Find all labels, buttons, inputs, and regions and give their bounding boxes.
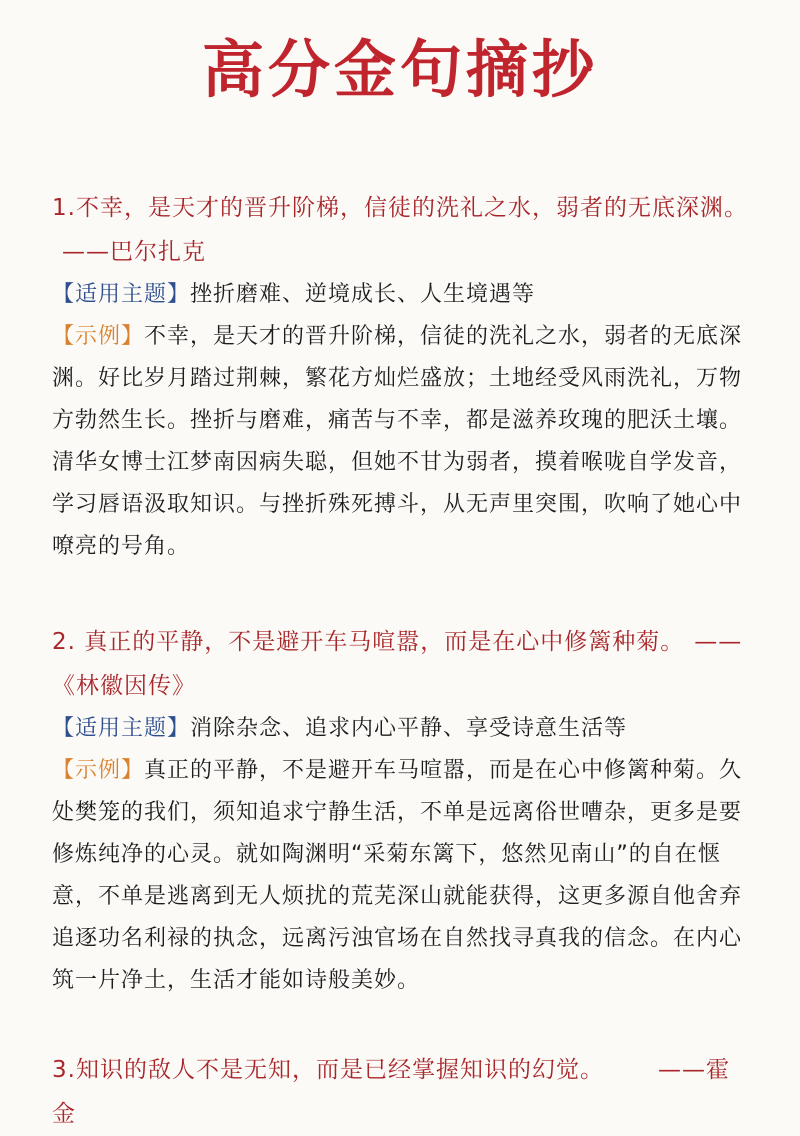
quote-source: ——《林徽因传》 <box>52 629 743 699</box>
example-text: 真正的平静，不是避开车马喧嚣，而是在心中修篱种菊。久处樊笼的我们，须知追求宁静生活，不单是远离俗世嘈杂，更多是要修炼纯净的心灵。就如陶渊明“采菊东篱下，悠然见南山”的自在惬意，不单是逃离到无人烦扰的荒芜深山就能获得，这更多源自他舍弃追逐功名利禄的执念，远离污浊官场在自然找寻真我的信念。在内心筑一片净土，生活才能如诗般美妙。 <box>52 758 743 993</box>
example-paragraph-1 <box>52 316 748 568</box>
quote-sentence: 3.知识的敌人不是无知，而是已经掌握知识的幻觉。 <box>52 1057 604 1083</box>
theme-text: 消除杂念、追求内心平静、享受诗意生活等 <box>190 716 628 741</box>
quote-text-2 <box>52 620 748 708</box>
example-text: 不幸，是天才的晋升阶梯，信徒的洗礼之水，弱者的无底深渊。好比岁月踏过荆棘，繁花方灿烂盛放；土地经受风雨洗礼，万物方勃然生长。挫折与磨难，痛苦与不幸，都是滋养玫瑰的肥沃土壤。清华女博士江梦南因病失聪，但她不甘为弱者，摸着喉咙自学发音，学习唇语汲取知识。与挫折殊死搏斗，从无声里突围，吹响了她心中嘹亮的号角。 <box>52 324 743 559</box>
quote-sentence: 2. 真正的平静，不是避开车马喧嚣，而是在心中修篱种菊。 <box>52 629 685 655</box>
theme-label: 适用主题 <box>75 282 168 307</box>
example-tag: 【示例】 <box>52 758 145 783</box>
quote-entry-1 <box>52 186 748 568</box>
quote-sentence: 1.不幸，是天才的晋升阶梯，信徒的洗礼之水，弱者的无底深渊。 <box>52 195 748 221</box>
example-label: 示例 <box>75 324 122 349</box>
quote-text-1 <box>52 186 748 274</box>
theme-tag: 【适用主题】 <box>52 282 191 307</box>
theme-tag: 【适用主题】 <box>52 716 191 741</box>
theme-text: 挫折磨难、逆境成长、人生境遇等 <box>190 282 536 307</box>
quote-text-3 <box>52 1048 748 1136</box>
example-paragraph-2 <box>52 750 748 1002</box>
example-tag: 【示例】 <box>52 324 145 349</box>
theme-label: 适用主题 <box>75 716 168 741</box>
quote-entry-3 <box>52 1048 748 1136</box>
page-title: 高分金句摘抄 <box>201 33 598 106</box>
theme-line-1 <box>52 274 748 316</box>
quote-entry-2 <box>52 620 748 1002</box>
example-label: 示例 <box>75 758 122 783</box>
theme-line-2 <box>52 708 748 750</box>
quote-source: ——霍金 <box>52 1057 730 1127</box>
quote-source: ——巴尔扎克 <box>62 239 206 265</box>
